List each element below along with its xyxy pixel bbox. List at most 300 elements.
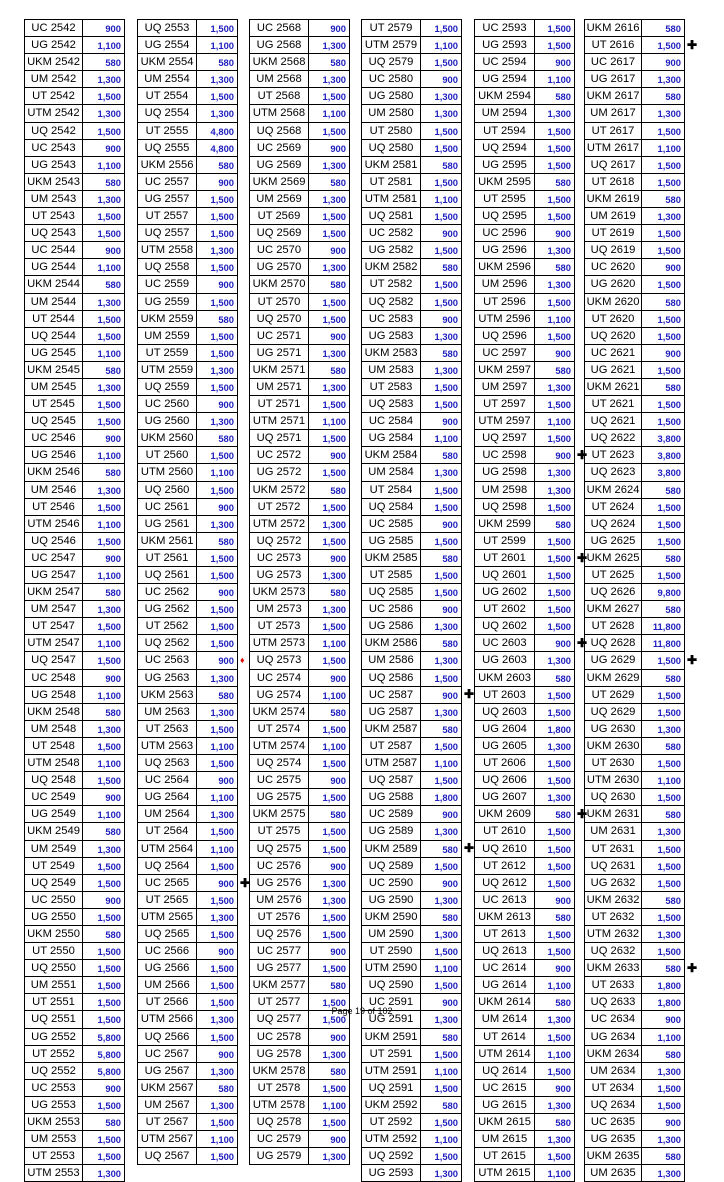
price-row — [25, 892, 124, 909]
price-value: 1,300 — [547, 1134, 571, 1146]
price-value: 1,500 — [547, 758, 571, 770]
price-value: 1,100 — [657, 775, 681, 787]
price-value: 1,500 — [322, 211, 346, 223]
course-code: UG 2634 — [585, 1029, 642, 1045]
price-value: 1,500 — [97, 313, 121, 325]
course-code: UQ 2550 — [25, 960, 83, 976]
price-row — [250, 533, 349, 550]
price-row — [25, 806, 124, 823]
price-value: 580 — [330, 364, 346, 376]
price-value: 1,100 — [434, 1134, 458, 1146]
price-value: 580 — [105, 587, 121, 599]
price-row — [585, 1046, 684, 1063]
price-value: 1,500 — [657, 159, 681, 171]
course-code: UKM 2603 — [475, 670, 535, 686]
price-row — [138, 20, 237, 37]
price-row — [138, 379, 237, 396]
price-value: 1,500 — [434, 1082, 458, 1094]
course-code: UTM 2559 — [138, 362, 197, 378]
price-value: 1,100 — [657, 1031, 681, 1043]
course-code: UT 2602 — [475, 601, 535, 617]
price-value: 1,500 — [210, 330, 234, 342]
price-row — [362, 362, 461, 379]
course-code: UT 2548 — [25, 738, 83, 754]
course-code: UG 2584 — [362, 430, 421, 446]
price-value: 1,500 — [547, 1151, 571, 1163]
price-value: 1,500 — [547, 501, 571, 513]
price-row — [250, 37, 349, 54]
course-code: UTM 2558 — [138, 242, 197, 258]
course-code: UTM 2568 — [250, 105, 309, 121]
price-value: 1,500 — [434, 57, 458, 69]
course-code: UG 2560 — [138, 413, 197, 429]
price-row — [250, 71, 349, 88]
price-value: 580 — [442, 347, 458, 359]
price-row — [250, 157, 349, 174]
course-code: UC 2587 — [362, 687, 421, 703]
price-row — [138, 71, 237, 88]
course-code: UQ 2584 — [362, 499, 421, 515]
price-row — [362, 755, 461, 772]
price-value: 1,500 — [434, 211, 458, 223]
price-row — [475, 772, 574, 789]
price-value: 580 — [442, 723, 458, 735]
course-code: UM 2559 — [138, 328, 197, 344]
price-value: 900 — [665, 1117, 681, 1128]
price-row — [25, 311, 124, 328]
price-row — [250, 88, 349, 105]
price-row — [585, 704, 684, 721]
price-value: 1,100 — [434, 758, 458, 770]
price-value: 1,300 — [547, 655, 571, 667]
price-row — [475, 140, 574, 157]
price-row — [362, 533, 461, 550]
price-value: 580 — [665, 23, 681, 34]
price-value: 900 — [330, 245, 346, 257]
course-code: UKM 2591 — [362, 1029, 421, 1045]
price-value: 1,500 — [97, 621, 121, 633]
price-value: 580 — [105, 826, 121, 838]
course-code: UM 2590 — [362, 926, 421, 942]
price-row — [250, 926, 349, 943]
price-row — [585, 652, 684, 669]
course-code: UT 2554 — [138, 88, 197, 104]
price-row — [362, 1131, 461, 1148]
course-code: UG 2559 — [138, 294, 197, 310]
price-row — [475, 294, 574, 311]
course-code: UM 2586 — [362, 652, 421, 668]
price-value: 1,500 — [547, 399, 571, 411]
course-code: UQ 2570 — [250, 311, 309, 327]
price-value: 1,300 — [657, 1065, 681, 1077]
price-value: 1,500 — [210, 723, 234, 735]
course-code: UC 2614 — [475, 960, 535, 976]
price-row — [250, 54, 349, 71]
price-value: 580 — [665, 296, 681, 308]
course-code: UT 2546 — [25, 499, 83, 515]
price-value: 580 — [442, 552, 458, 564]
price-row — [250, 225, 349, 242]
course-code: UC 2583 — [362, 311, 421, 327]
price-value: 580 — [105, 467, 121, 479]
course-code: UT 2590 — [362, 943, 421, 959]
price-row — [585, 37, 684, 54]
price-row — [475, 447, 574, 464]
price-row — [585, 71, 684, 88]
price-value: 11,800 — [652, 621, 681, 633]
price-value: 900 — [330, 860, 346, 872]
price-value: 580 — [330, 279, 346, 291]
course-code: UKM 2609 — [475, 806, 535, 822]
price-value: 1,500 — [547, 142, 571, 154]
course-code: UM 2597 — [475, 379, 535, 395]
course-code: UKM 2582 — [362, 259, 421, 275]
course-code: UG 2562 — [138, 601, 197, 617]
price-row — [250, 208, 349, 225]
course-code: UKM 2595 — [475, 174, 535, 190]
course-code: UQ 2549 — [25, 875, 83, 891]
course-code: UT 2573 — [250, 618, 309, 634]
course-code: UC 2565 — [138, 875, 197, 891]
price-value: 580 — [665, 1151, 681, 1163]
course-code: UC 2562 — [138, 584, 197, 600]
plus-marker: ✚ — [687, 961, 698, 975]
course-code: UC 2578 — [250, 1029, 309, 1045]
price-value: 1,300 — [210, 108, 234, 120]
course-code: UG 2580 — [362, 88, 421, 104]
price-value: 1,500 — [657, 313, 681, 325]
course-code: UQ 2630 — [585, 789, 642, 805]
price-value: 9,800 — [657, 587, 681, 599]
price-value: 1,100 — [434, 1065, 458, 1077]
price-row — [25, 362, 124, 379]
price-value: 4,800 — [210, 142, 234, 154]
course-code: UTM 2632 — [585, 926, 642, 942]
price-row — [138, 1029, 237, 1046]
price-value: 11,800 — [652, 638, 681, 650]
course-code: UKM 2627 — [585, 601, 642, 617]
course-code: UT 2591 — [362, 1046, 421, 1062]
price-value: 580 — [105, 1117, 121, 1128]
course-code: UTM 2572 — [250, 516, 309, 532]
price-row — [250, 806, 349, 823]
course-code: UG 2593 — [475, 37, 535, 53]
price-value: 580 — [442, 638, 458, 650]
price-row — [362, 447, 461, 464]
price-value: 1,300 — [434, 91, 458, 103]
price-row — [475, 960, 574, 977]
price-value: 1,500 — [657, 843, 681, 855]
price-row — [138, 1046, 237, 1063]
course-code: UT 2606 — [475, 755, 535, 771]
price-value: 1,500 — [547, 193, 571, 205]
price-row — [250, 601, 349, 618]
price-value: 1,100 — [547, 1048, 571, 1060]
price-value: 580 — [665, 552, 681, 564]
price-value: 1,500 — [434, 23, 458, 34]
course-code: UC 2548 — [25, 670, 83, 686]
price-row — [475, 276, 574, 293]
price-row — [138, 721, 237, 738]
course-code: UT 2552 — [25, 1046, 83, 1062]
course-code: UTM 2596 — [475, 311, 535, 327]
course-code: UG 2578 — [250, 1046, 309, 1062]
course-code: UTM 2630 — [585, 772, 642, 788]
price-row — [585, 875, 684, 892]
price-value: 1,500 — [434, 176, 458, 188]
price-value: 1,500 — [547, 552, 571, 564]
price-value: 5,800 — [97, 1065, 121, 1077]
course-code: UG 2579 — [250, 1148, 309, 1164]
course-code: UTM 2587 — [362, 755, 421, 771]
price-value: 1,300 — [97, 193, 121, 205]
price-value: 1,500 — [547, 587, 571, 599]
price-value: 580 — [555, 672, 571, 684]
course-code: UG 2574 — [250, 687, 309, 703]
price-value: 1,300 — [210, 1014, 234, 1026]
course-code: UC 2620 — [585, 259, 642, 275]
course-code: UQ 2597 — [475, 430, 535, 446]
price-value: 1,500 — [322, 621, 346, 633]
price-row — [475, 943, 574, 960]
price-value: 1,300 — [657, 211, 681, 223]
course-code: UQ 2545 — [25, 413, 83, 429]
price-row — [475, 977, 574, 994]
course-code: UT 2618 — [585, 174, 642, 190]
price-value: 1,500 — [434, 775, 458, 787]
price-row — [362, 704, 461, 721]
course-code: UQ 2610 — [475, 841, 535, 857]
course-code: UT 2595 — [475, 191, 535, 207]
price-row — [362, 772, 461, 789]
price-row — [25, 858, 124, 875]
course-code: UC 2549 — [25, 789, 83, 805]
price-row — [250, 362, 349, 379]
price-row — [585, 909, 684, 926]
price-value: 900 — [442, 228, 458, 240]
price-row — [250, 1046, 349, 1063]
price-row — [475, 464, 574, 481]
price-row — [475, 618, 574, 635]
price-row — [138, 516, 237, 533]
price-value: 900 — [330, 142, 346, 154]
course-code: UT 2596 — [475, 294, 535, 310]
price-value: 1,500 — [322, 997, 346, 1009]
course-code: UQ 2576 — [250, 926, 309, 942]
price-value: 1,100 — [97, 159, 121, 171]
course-code: UKM 2572 — [250, 482, 309, 498]
price-row — [25, 413, 124, 430]
course-code: UT 2569 — [250, 208, 309, 224]
course-code: UG 2587 — [362, 704, 421, 720]
course-code: UKM 2586 — [362, 635, 421, 651]
price-row — [250, 772, 349, 789]
price-value: 1,300 — [657, 928, 681, 940]
price-row — [475, 755, 574, 772]
price-row — [250, 413, 349, 430]
course-code: UKM 2613 — [475, 909, 535, 925]
price-row — [138, 105, 237, 122]
price-row — [25, 396, 124, 413]
price-row — [475, 430, 574, 447]
price-value: 1,500 — [657, 877, 681, 889]
price-value: 1,300 — [547, 740, 571, 752]
price-value: 1,800 — [547, 723, 571, 735]
price-value: 1,500 — [657, 1082, 681, 1094]
course-code: UC 2546 — [25, 430, 83, 446]
price-value: 580 — [218, 689, 234, 701]
price-row — [362, 328, 461, 345]
course-code: UQ 2562 — [138, 635, 197, 651]
course-code: UQ 2564 — [138, 858, 197, 874]
price-row — [475, 191, 574, 208]
course-code: UG 2629 — [585, 652, 642, 668]
course-code: UQ 2574 — [250, 755, 309, 771]
course-code: UG 2552 — [25, 1029, 83, 1045]
price-value: 1,300 — [547, 108, 571, 120]
course-code: UM 2631 — [585, 823, 642, 839]
price-row — [475, 259, 574, 276]
price-value: 900 — [442, 877, 458, 889]
price-row — [585, 601, 684, 618]
course-code: UTM 2617 — [585, 140, 642, 156]
course-code: UT 2547 — [25, 618, 83, 634]
price-row — [585, 174, 684, 191]
price-value: 580 — [665, 1048, 681, 1060]
price-row — [475, 858, 574, 875]
course-code: UQ 2548 — [25, 772, 83, 788]
course-code: UG 2547 — [25, 567, 83, 583]
course-code: UG 2603 — [475, 652, 535, 668]
price-value: 580 — [555, 176, 571, 188]
course-code: UT 2617 — [585, 123, 642, 139]
price-value: 1,500 — [657, 706, 681, 718]
course-code: UKM 2592 — [362, 1097, 421, 1113]
price-row — [362, 208, 461, 225]
price-row — [250, 105, 349, 122]
price-row — [362, 311, 461, 328]
price-row — [475, 225, 574, 242]
price-value: 1,500 — [657, 655, 681, 667]
price-row — [138, 259, 237, 276]
course-code: UQ 2592 — [362, 1148, 421, 1164]
price-row — [250, 892, 349, 909]
price-row — [585, 225, 684, 242]
price-value: 1,100 — [210, 40, 234, 52]
price-value: 1,300 — [322, 894, 346, 906]
price-value: 3,800 — [657, 467, 681, 479]
price-value: 1,500 — [657, 501, 681, 513]
price-value: 900 — [105, 552, 121, 564]
price-value: 1,500 — [434, 1048, 458, 1060]
course-code: UG 2615 — [475, 1097, 535, 1113]
price-row — [585, 635, 684, 652]
price-value: 1,100 — [210, 843, 234, 855]
price-value: 1,100 — [97, 689, 121, 701]
price-value: 1,300 — [434, 364, 458, 376]
price-row — [138, 499, 237, 516]
price-value: 900 — [442, 604, 458, 616]
price-value: 1,500 — [547, 40, 571, 52]
course-code: UM 2546 — [25, 482, 83, 498]
price-value: 900 — [442, 313, 458, 325]
price-row — [138, 328, 237, 345]
course-code: UC 2577 — [250, 943, 309, 959]
price-row — [362, 806, 461, 823]
course-code: UKM 2635 — [585, 1148, 642, 1164]
price-value: 1,500 — [434, 1151, 458, 1163]
course-code: UT 2560 — [138, 447, 197, 463]
course-code: UC 2547 — [25, 550, 83, 566]
price-value: 1,100 — [322, 108, 346, 120]
price-row — [585, 670, 684, 687]
price-row — [362, 140, 461, 157]
price-value: 900 — [330, 672, 346, 684]
price-row — [250, 755, 349, 772]
price-value: 1,500 — [322, 1014, 346, 1026]
price-value: 1,100 — [210, 792, 234, 804]
price-value: 900 — [218, 279, 234, 291]
price-row — [138, 396, 237, 413]
price-value: 1,500 — [547, 689, 571, 701]
price-row — [250, 618, 349, 635]
price-value: 1,300 — [434, 330, 458, 342]
price-value: 1,500 — [210, 228, 234, 240]
course-code: UM 2594 — [475, 105, 535, 121]
price-value: 1,300 — [657, 1134, 681, 1146]
price-value: 900 — [330, 946, 346, 958]
price-row — [475, 482, 574, 499]
price-row — [362, 789, 461, 806]
course-code: UG 2542 — [25, 37, 83, 53]
price-value: 1,300 — [434, 706, 458, 718]
price-value: 1,500 — [322, 433, 346, 445]
price-value: 1,500 — [547, 23, 571, 34]
price-row — [475, 88, 574, 105]
price-value: 1,300 — [657, 826, 681, 838]
price-row — [250, 652, 349, 669]
price-row — [362, 1148, 461, 1165]
course-code: UC 2570 — [250, 242, 309, 258]
price-value: 1,300 — [210, 1065, 234, 1077]
course-code: UKM 2581 — [362, 157, 421, 173]
price-value: 900 — [105, 1082, 121, 1094]
course-code: UG 2594 — [475, 71, 535, 87]
course-code: UQ 2554 — [138, 105, 197, 121]
price-row — [250, 482, 349, 499]
price-row — [138, 738, 237, 755]
price-row — [25, 1114, 124, 1131]
course-code: UTM 2571 — [250, 413, 309, 429]
price-row — [138, 242, 237, 259]
price-value: 1,100 — [210, 467, 234, 479]
price-value: 1,300 — [322, 518, 346, 530]
price-row — [362, 71, 461, 88]
price-value: 1,300 — [547, 792, 571, 804]
course-code: UQ 2559 — [138, 379, 197, 395]
course-code: UT 2599 — [475, 533, 535, 549]
price-row — [250, 738, 349, 755]
price-value: 1,300 — [657, 108, 681, 120]
price-row — [138, 858, 237, 875]
price-value: 900 — [105, 894, 121, 906]
price-row — [585, 1029, 684, 1046]
price-row — [475, 652, 574, 669]
price-value: 1,500 — [210, 23, 234, 34]
price-row — [138, 88, 237, 105]
price-value: 900 — [442, 416, 458, 428]
price-value: 1,500 — [97, 1151, 121, 1163]
